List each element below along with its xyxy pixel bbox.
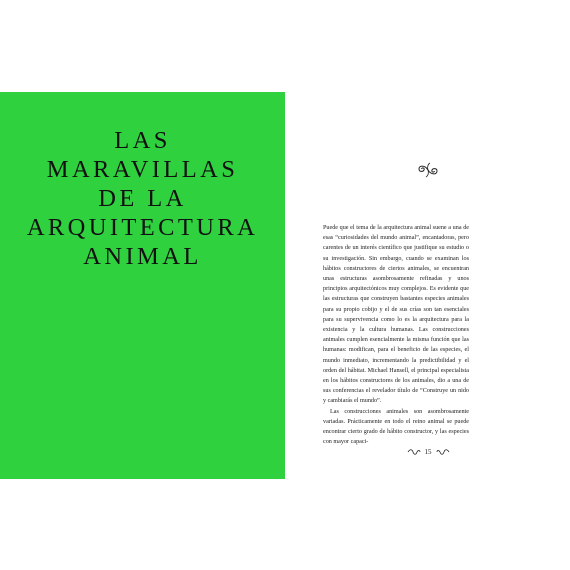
page-folio <box>398 446 458 458</box>
paragraph: Puede que el tema de la arquitectura animal suene a una de esas “curiosidades del mundo animal”, encantadoras, pero carentes de un interés científico que justifique su estudio o su investigación. Sin embargo, cuando se examinan los hábitos constructores de ciertos animales, se encuentran unas estructuras asombrosamente refinadas y unos principios arquitectónicos muy complejos. Es evidente que las estructuras que construyen bastantes especies animales para su propio cobijo y el de sus crías son tan esenciales para su supervivencia como lo es la arquitectura para la existencia y la cultura humanas. Las construcciones animales cumplen esencialmente la misma función que las humanas: modifican, para el beneficio de las especies, el mundo inmediato, incrementando la predictibilidad y el orden del hábitat. Michael Hansell, el principal especialista en los hábitos constructores de los animales, dio a una de sus conferencias el revelador título de “Construye un nido y cambiarás el mundo”. <box>323 225 469 405</box>
paragraph: Las construcciones animales son asombrosamente variadas. Prácticamente en todo el reino animal se puede encontrar cierto grado de hábito constructor, y las especies con mayor capaci- <box>323 408 469 446</box>
chapter-title <box>0 126 285 271</box>
title-line: LAS <box>114 127 171 154</box>
right-flourish-icon <box>436 449 450 455</box>
body-text <box>323 223 469 447</box>
title-line: DE LA <box>98 185 187 212</box>
left-flourish-icon <box>407 449 421 455</box>
fleuron-icon <box>416 161 440 179</box>
page-number: 15 <box>424 448 432 456</box>
title-line: MARAVILLAS <box>46 156 239 183</box>
title-line: ANIMAL <box>83 243 202 270</box>
title-line: ARQUITECTURA <box>26 214 259 241</box>
